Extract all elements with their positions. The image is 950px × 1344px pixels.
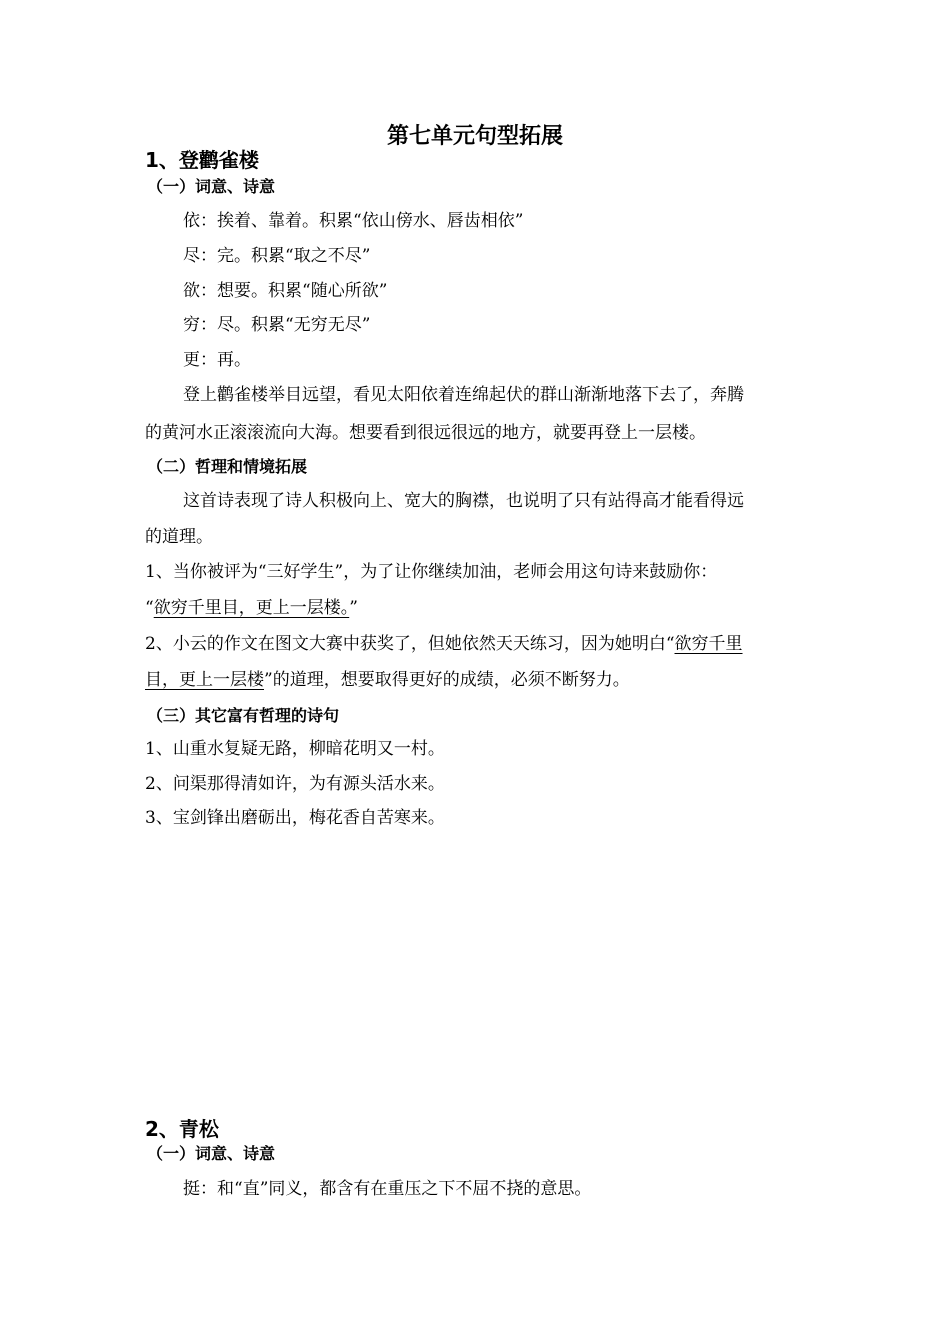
section-heading-2: 2、青松 <box>145 1117 219 1141</box>
example-2-answer-part: 欲穷千里 <box>674 634 743 654</box>
poem-line: 3、宝剑锋出磨砺出，梅花香自苦寒来。 <box>145 808 445 828</box>
example-2-answer-part: 目，更上一层楼 <box>145 670 264 690</box>
poem-line: 1、山重水复疑无路，柳暗花明又一村。 <box>145 739 445 759</box>
word-line: 穷：尽。积累“无穷无尽” <box>183 315 371 335</box>
quote-open: “ <box>145 598 154 618</box>
subheading-word-meaning: （一）词意、诗意 <box>147 177 276 196</box>
page-title: 第七单元句型拓展 <box>386 124 563 149</box>
poem-line: 2、问渠那得清如许，为有源头活水来。 <box>145 774 445 794</box>
word-line: 依：挨着、靠着。积累“依山傍水、唇齿相依” <box>183 211 524 231</box>
example-1-answer-line <box>145 595 358 621</box>
word-line: 挺：和“直”同义，都含有在重压之下不屈不挠的意思。 <box>183 1179 592 1199</box>
example-2-line <box>145 667 630 693</box>
quote-close: ” <box>349 598 358 618</box>
philosophy-line: 这首诗表现了诗人积极向上、宽大的胸襟，也说明了只有站得高才能看得远 <box>183 491 744 511</box>
poem-meaning-line: 登上鹳雀楼举目远望，看见太阳依着连绵起伏的群山渐渐地落下去了，奔腾 <box>183 385 744 405</box>
subheading-other-poems: （三）其它富有哲理的诗句 <box>147 706 340 725</box>
subheading-philosophy: （二）哲理和情境拓展 <box>147 457 308 476</box>
philosophy-line: 的道理。 <box>145 527 213 547</box>
example-2-line <box>145 631 743 657</box>
word-line: 欲：想要。积累“随心所欲” <box>183 281 388 301</box>
example-1-question: 1、当你被评为“三好学生”，为了让你继续加油，老师会用这句诗来鼓励你： <box>145 562 718 582</box>
section-heading-1: 1、登鹳雀楼 <box>145 148 259 172</box>
word-line: 尽：完。积累“取之不尽” <box>183 246 371 266</box>
word-line: 更：再。 <box>183 350 251 370</box>
poem-meaning-line: 的黄河水正滚滚流向大海。想要看到很远很远的地方，就要再登上一层楼。 <box>145 423 706 443</box>
example-1-answer: 欲穷千里目，更上一层楼。 <box>153 598 350 618</box>
example-2-rest: ”的道理，想要取得更好的成绩，必须不断努力。 <box>264 670 630 690</box>
example-2-question: 2、小云的作文在图文大赛中获奖了，但她依然天天练习，因为她明白“ <box>145 634 675 654</box>
subheading-word-meaning: （一）词意、诗意 <box>147 1144 276 1163</box>
